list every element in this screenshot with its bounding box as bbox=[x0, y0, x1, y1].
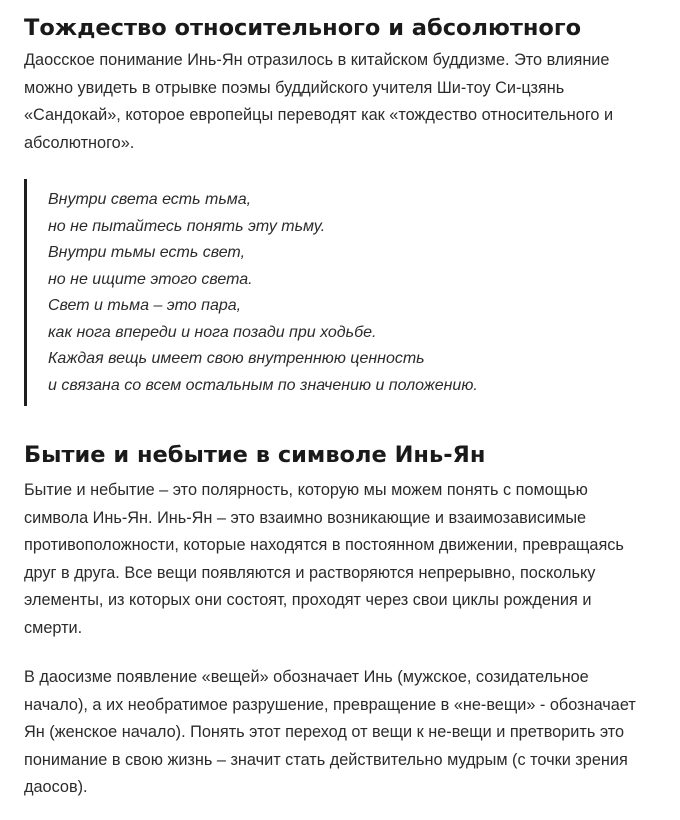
poem-line: но не пытайтесь понять эту тьму. bbox=[48, 218, 326, 235]
paragraph-line: символа Инь-Ян. Инь-Ян – это взаимно возникающие и взаимозависимые bbox=[24, 508, 587, 527]
paragraph-line: В даосизме появление «вещей» обозначает Инь (мужское, созидательное bbox=[24, 668, 589, 686]
poem-line: и связана со всем остальным по значению и положению. bbox=[48, 377, 478, 394]
poem-line: Внутри света есть тьма, bbox=[48, 191, 252, 208]
poem-line: Каждая вещь имеет свою внутреннюю ценность bbox=[48, 350, 425, 367]
poem-blockquote bbox=[24, 179, 587, 406]
paragraph-line: понимание в свою жизнь – значит стать действительно мудрым (с точки зрения bbox=[24, 750, 628, 769]
paragraph-line: Даосское понимание Инь-Ян отразилось в китайском буддизме. Это влияние bbox=[24, 51, 610, 69]
taoism-paragraph bbox=[24, 664, 664, 802]
paragraph-line: Бытие и небытие – это полярность, которую мы можем понять с помощью bbox=[24, 481, 588, 499]
intro-paragraph bbox=[24, 47, 664, 157]
paragraph-line: смерти. bbox=[24, 618, 83, 637]
section-heading-identity: Тождество относительного и абсолютного bbox=[24, 15, 582, 41]
paragraph-line: друг в друга. Все вещи появляются и растворяются непрерывно, поскольку bbox=[24, 563, 596, 582]
paragraph-line: даосов). bbox=[24, 778, 88, 796]
poem-line: Внутри тьмы есть свет, bbox=[48, 244, 246, 261]
paragraph-line: можно увидеть в отрывке поэмы буддийского учителя Ши-тоу Си-цзянь bbox=[24, 78, 565, 97]
poem-line: Свет и тьма – это пара, bbox=[48, 297, 242, 314]
paragraph-line: Ян (женское начало). Понять этот переход от вещи к не-вещи и претворить это bbox=[24, 723, 625, 741]
being-paragraph bbox=[24, 477, 664, 642]
section-heading-being: Бытие и небытие в символе Инь-Ян bbox=[24, 442, 486, 468]
paragraph-line: элементы, из которых они состоят, проходят через свои циклы рождения и bbox=[24, 591, 592, 609]
poem-line: но не ищите этого света. bbox=[48, 271, 253, 288]
poem-line: как нога впереди и нога позади при ходьбе. bbox=[48, 324, 377, 341]
paragraph-line: «Сандокай», которое европейцы переводят как «тождество относительного и bbox=[24, 106, 614, 124]
paragraph-line: противоположности, которые находятся в постоянном движении, превращаясь bbox=[24, 536, 624, 554]
paragraph-line: абсолютного». bbox=[24, 133, 135, 152]
paragraph-line: начало), а их необратимое разрушение, превращение в «не-вещи» - обозначает bbox=[24, 695, 636, 714]
